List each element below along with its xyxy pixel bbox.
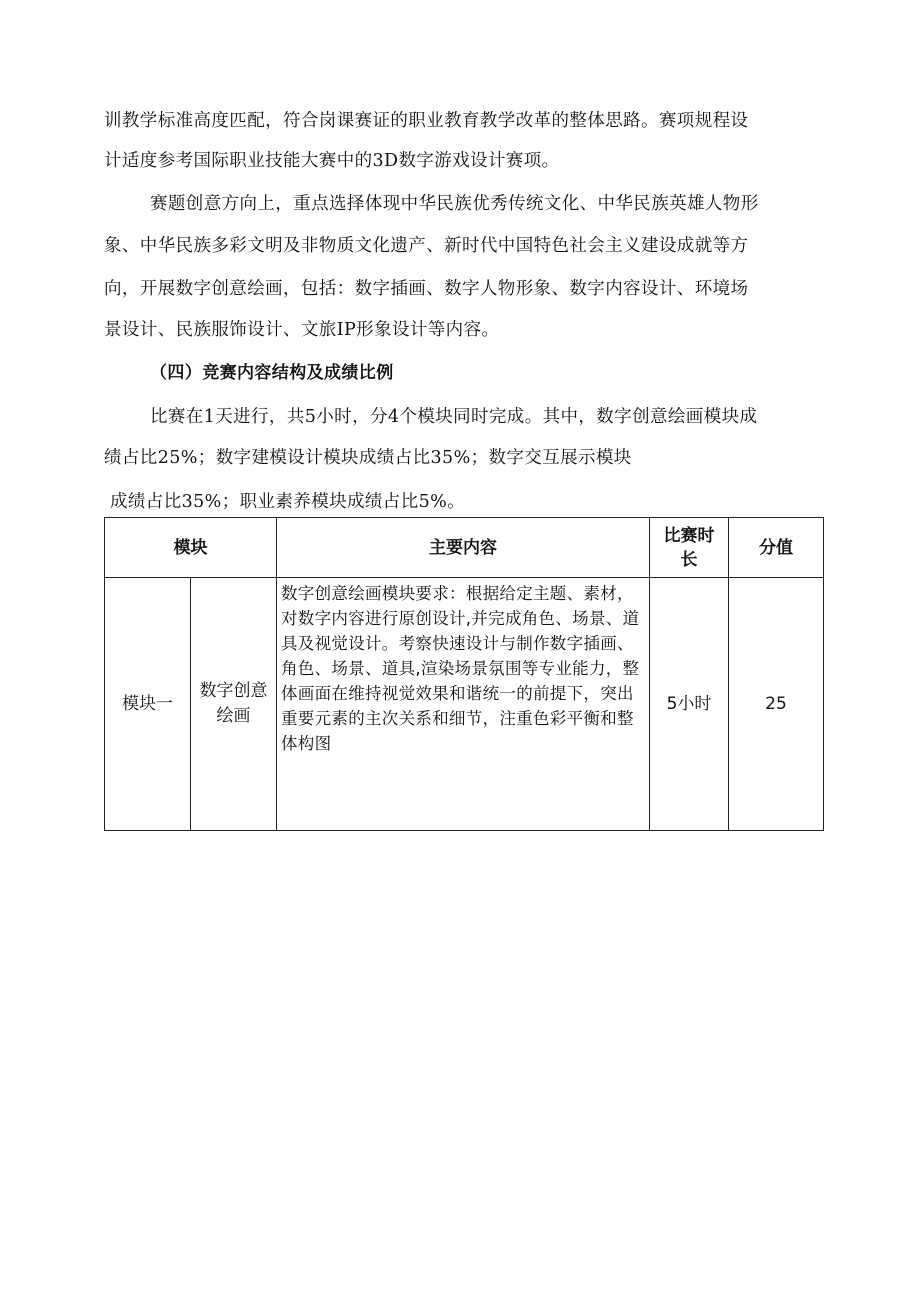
paragraph-line: 景设计、民族服饰设计、文旅IP形象设计等内容。 [104, 320, 500, 340]
header-content: 主要内容 [277, 518, 650, 578]
module-number: 模块一 [105, 578, 191, 831]
paragraph-line: 成绩占比35%；职业素养模块成绩占比5%。 [110, 492, 466, 512]
header-module: 模块 [105, 518, 277, 578]
paragraph-line: 赛题创意方向上，重点选择体现中华民族优秀传统文化、中华民族英雄人物形 [150, 194, 759, 214]
table-header-row [105, 518, 824, 578]
table-row [105, 578, 824, 831]
paragraph-line: 计适度参考国际职业技能大赛中的3D数字游戏设计赛项。 [104, 151, 560, 171]
paragraph-line: 绩占比25%；数字建模设计模块成绩占比35%；数字交互展示模块 [104, 448, 632, 468]
header-duration: 比赛时长 [650, 518, 729, 578]
paragraph-line: 向，开展数字创意绘画，包括：数字插画、数字人物形象、数字内容设计、环境场 [104, 279, 749, 299]
module-name: 数字创意绘画 [191, 578, 277, 831]
module-duration: 5小时 [650, 578, 729, 831]
score-structure-table [104, 517, 824, 831]
header-score: 分值 [729, 518, 824, 578]
paragraph-line: 训教学标准高度匹配，符合岗课赛证的职业教育教学改革的整体思路。赛项规程设 [104, 111, 749, 131]
paragraph-line: 象、中华民族多彩文明及非物质文化遗产、新时代中国特色社会主义建设成就等方 [104, 236, 749, 256]
module-content: 数字创意绘画模块要求：根据给定主题、素材，对数字内容进行原创设计,并完成角色、场景、道具及视觉设计。考察快速设计与制作数字插画、角色、场景、道具,渲染场景氛围等专业能力，整体画面在维持视觉效果和谐统一的前提下，突出重要元素的主次关系和细节，注重色彩平衡和整体构图 [277, 578, 650, 831]
paragraph-line: 比赛在1天进行，共5小时，分4个模块同时完成。其中，数字创意绘画模块成 [150, 407, 758, 427]
section-heading: （四）竞赛内容结构及成绩比例 [150, 363, 394, 383]
module-score: 25 [729, 578, 824, 831]
